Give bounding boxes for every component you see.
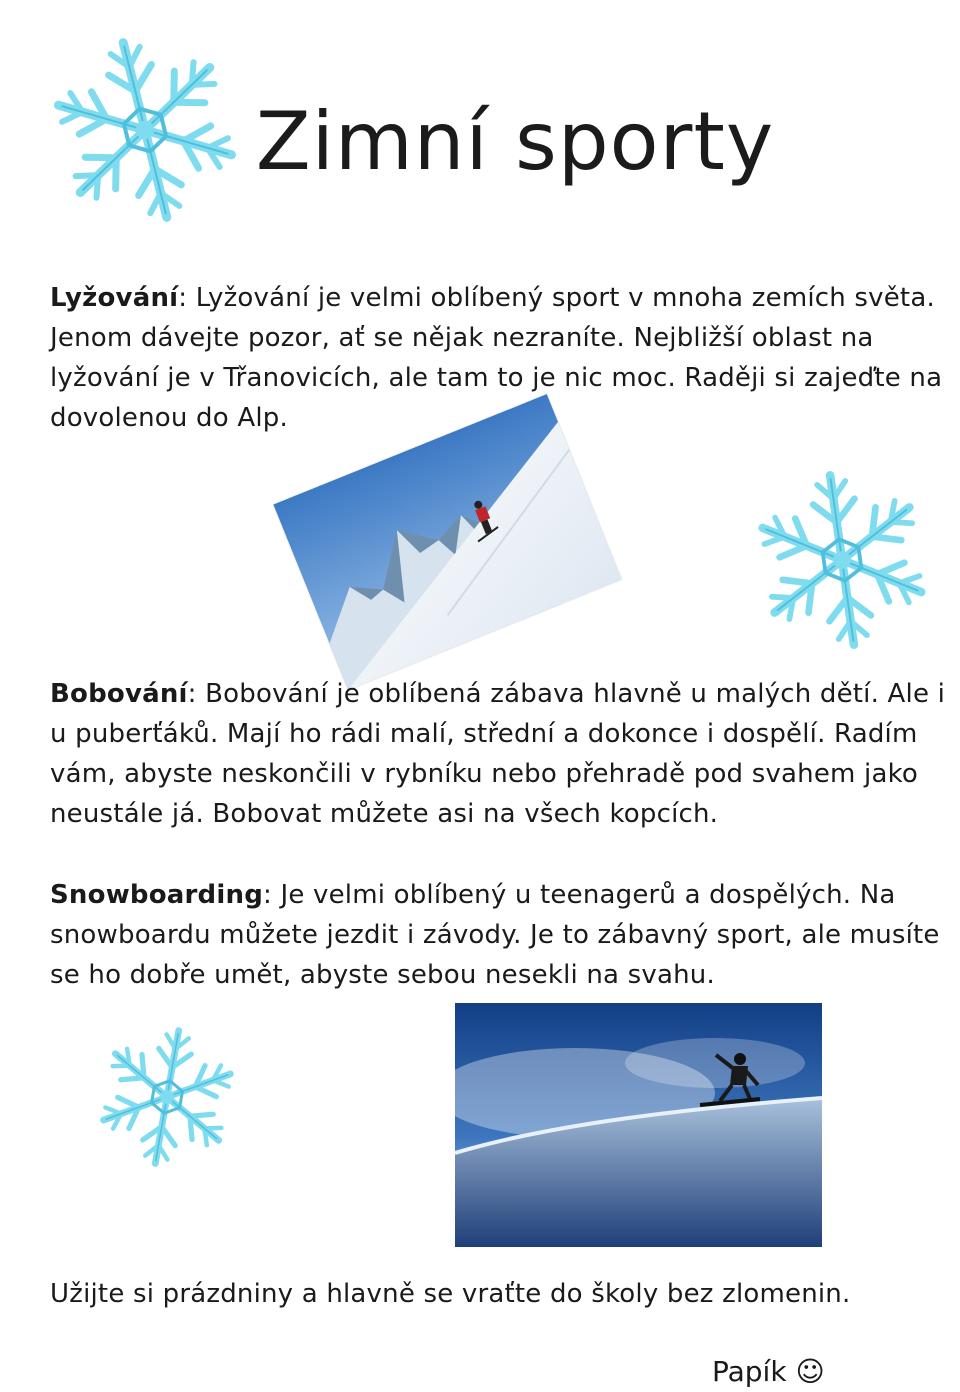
section-text: Je velmi oblíbený u teenagerů a dospělých. Na snowboardu můžete jezdit i závody. Je to zábavný sport, ale musíte se ho dobře umět, abyste sebou nesekli na svahu. [50, 880, 940, 990]
snowboarding-photo [455, 1003, 822, 1247]
signature: Papík ☺ [712, 1355, 825, 1388]
section-heading: Lyžování [50, 283, 179, 313]
section-heading: Bobování [50, 679, 188, 709]
snowflake-icon [735, 453, 950, 668]
skiing-photo [273, 394, 621, 690]
section-sledding: Bobování: Bobování je oblíbená zábava hlavně u malých dětí. Ale i u puberťáků. Mají ho rádi malí, střední a dokonce i dospělí. Radím vám, abyste neskončili v rybníku nebo přehradě pod svahem jako neustále já. Bobovat můžete asi na všech kopcích. [50, 679, 946, 829]
page-title: Zimní sporty [255, 95, 775, 188]
closing-text: Užijte si prázdniny a hlavně se vraťte do školy bez zlomenin. [50, 1279, 851, 1309]
snowflake-icon [80, 1010, 254, 1184]
section-skiing: Lyžování: Lyžování je velmi oblíbený sport v mnoha zemích světa. Jenom dávejte pozor, ať se nějak nezraníte. Nejbližší oblast na lyžování je v Třanovicích, ale tam to je nic moc. Raději si zajeďte na dovolenou do Alp. [50, 283, 943, 433]
section-text: Lyžování je velmi oblíbený sport v mnoha zemích světa. Jenom dávejte pozor, ať se nějak nezraníte. Nejbližší oblast na lyžování je v Třanovicích, ale tam to je nic moc. Raději si zajeďte na dovolenou do Alp. [50, 283, 943, 433]
section-heading: Snowboarding [50, 880, 264, 910]
section-snowboarding: Snowboarding: Je velmi oblíbený u teenagerů a dospělých. Na snowboardu můžete jezdit i závody. Je to zábavný sport, ale musíte se ho dobře umět, abyste sebou nesekli na svahu. [50, 880, 940, 990]
section-text: Bobování je oblíbená zábava hlavně u malých dětí. Ale i u puberťáků. Mají ho rádi malí, střední a dokonce i dospělí. Radím vám, abyste neskončili v rybníku nebo přehradě pod svahem jako neustále já. Bobovat můžete asi na všech kopcích. [50, 679, 946, 829]
